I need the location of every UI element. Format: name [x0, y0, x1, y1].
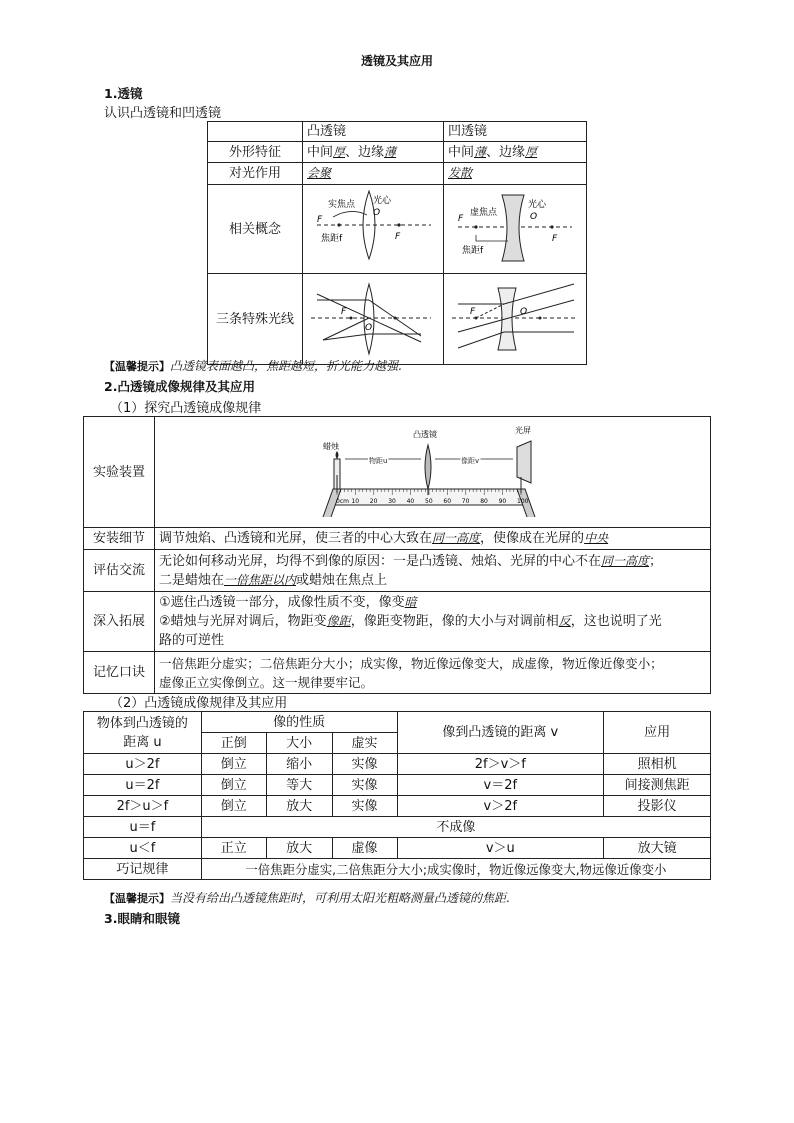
concave-shape: 中间薄、边缘厚: [444, 142, 587, 163]
header-real-virtual: 虚实: [332, 733, 397, 754]
label-focal-length-2: 焦距f: [462, 246, 484, 256]
concave-concept-diagram: [444, 185, 587, 274]
convex-effect: 会聚: [303, 163, 444, 185]
install-text: 调节烛焰、凸透镜和光屏，使三者的中心大致在同一高度，使像成在光屏的中央: [155, 528, 711, 550]
ruler-tick-label: 80: [480, 498, 488, 505]
page-title: 透镜及其应用: [360, 54, 433, 68]
label-virtual-focus: 虚焦点: [470, 208, 498, 218]
section-1-subtitle: 认识凸透镜和凹透镜: [104, 106, 222, 121]
concave-effect: 发散: [444, 163, 587, 185]
apparatus-diagram: [155, 417, 711, 528]
header-v: 像到凸透镜的距离 v: [397, 712, 604, 754]
label-O-rays: O: [365, 323, 373, 333]
header-size: 大小: [266, 733, 332, 754]
label-object-distance: 物距u: [369, 457, 388, 465]
ruler-zero: 0cm: [336, 498, 349, 505]
row-label-shape: 外形特征: [208, 142, 303, 163]
ruler-tick-label: 40: [406, 498, 415, 505]
label-optical-center-2: 光心: [528, 200, 547, 210]
ruler-tick-label: 50: [425, 498, 433, 505]
label-screen: 光屏: [515, 426, 532, 435]
label-candle: 蜡烛: [323, 442, 340, 451]
lens-table: [207, 121, 587, 365]
convex-shape: 中间厚、边缘薄: [303, 142, 444, 163]
label-O-2: O: [530, 212, 538, 222]
empty-cell: [208, 122, 303, 142]
row-label-special-rays: 三条特殊光线: [208, 274, 303, 365]
header-u: 物体到凸透镜的 距离 u: [84, 712, 202, 754]
table-row: u＞2f 倒立 缩小 实像 2f＞v＞f 照相机: [84, 754, 711, 775]
ruler-tick-label: 100: [517, 498, 529, 505]
label-focal-length: 焦距f: [321, 234, 343, 244]
label-O-rays-2: O: [520, 307, 528, 317]
header-properties: 像的性质: [201, 712, 397, 733]
label-image-distance: 像距v: [461, 457, 480, 465]
label-F-right-2: F: [552, 234, 558, 244]
section-3-heading: 3.眼睛和眼镜: [104, 911, 180, 926]
convex-rays-svg: [303, 274, 443, 358]
tip-1: 【温馨提示】凸透镜表面越凸，焦距越短，折光能力越强.: [104, 359, 402, 373]
concave-rays-svg: [444, 274, 586, 358]
label-optical-center: 光心: [373, 196, 392, 206]
label-F-right: F: [395, 232, 401, 242]
convex-rays-diagram: [303, 274, 444, 365]
label-install: 安装细节: [84, 528, 155, 550]
ruler-tick-label: 20: [369, 498, 378, 505]
section-1-heading: 1.透镜: [104, 86, 143, 101]
label-F-rays-2: F: [470, 307, 476, 317]
row-label-effect: 对光作用: [208, 163, 303, 185]
convex-concept-svg: [303, 185, 443, 267]
ruler-tick-label: 30: [388, 498, 396, 505]
imaging-law-table: [83, 711, 711, 880]
label-apparatus: 实验装置: [84, 417, 155, 528]
header-orientation: 正倒: [201, 733, 266, 754]
section-2-heading: 2.凸透镜成像规律及其应用: [104, 379, 255, 394]
convex-header: 凸透镜: [303, 122, 444, 142]
experiment-table: [83, 416, 711, 694]
concave-header: 凹透镜: [444, 122, 587, 142]
table-row: u＜f 正立 放大 虚像 v＞u 放大镜: [84, 838, 711, 859]
convex-concept-diagram: [303, 185, 444, 274]
label-lens: 凸透镜: [413, 430, 438, 439]
table-row: u＝f 不成像: [84, 817, 711, 838]
evaluate-text: 无论如何移动光屏，均得不到像的原因：一是凸透镜、烛焰、光屏的中心不在同一高度； 二是蜡烛在一倍焦距以内或蜡烛在焦点上: [155, 550, 711, 592]
header-application: 应用: [604, 712, 711, 754]
label-real-focus: 实焦点: [328, 200, 356, 210]
table-row: u＝2f 倒立 等大 实像 v＝2f 间接测焦距: [84, 775, 711, 796]
concave-concept-svg: [444, 185, 586, 267]
row-label-concepts: 相关概念: [208, 185, 303, 274]
ruler-tick-label: 60: [443, 498, 452, 505]
label-extend: 深入拓展: [84, 592, 155, 652]
label-mnemonic: 记忆口诀: [84, 652, 155, 694]
table-row: 巧记规律 一倍焦距分虚实,二倍焦距分大小;成实像时，物近像远像变大,物远像近像变小: [84, 859, 711, 880]
ruler-tick-label: 10: [351, 498, 360, 505]
label-O: O: [373, 208, 381, 218]
apparatus-svg: [155, 417, 709, 521]
label-F-left: F: [317, 215, 323, 225]
ruler-tick-label: 70: [461, 498, 470, 505]
section-2-sub2: （2）凸透镜成像规律及其应用: [110, 696, 288, 711]
concave-rays-diagram: [444, 274, 587, 365]
section-2-sub1: （1）探究凸透镜成像规律: [110, 401, 262, 416]
label-F-rays: F: [341, 307, 347, 317]
table-row: 2f＞u＞f 倒立 放大 实像 v＞2f 投影仪: [84, 796, 711, 817]
label-evaluate: 评估交流: [84, 550, 155, 592]
ruler-tick-label: 90: [498, 498, 507, 505]
label-F-left-2: F: [458, 214, 464, 224]
extend-text: ①遮住凸透镜一部分，成像性质不变，像变暗 ②蜡烛与光屏对调后，物距变像距，像距变物距，像的大小与对调前相反，这也说明了光 路的可逆性: [155, 592, 711, 652]
tip-2: 【温馨提示】当没有给出凸透镜焦距时，可利用太阳光粗略测量凸透镜的焦距.: [104, 891, 510, 905]
mnemonic-text: 一倍焦距分虚实；二倍焦距分大小；成实像，物近像远像变大，成虚像，物近像近像变小； 虚像正立实像倒立。这一规律要牢记。: [155, 652, 711, 694]
